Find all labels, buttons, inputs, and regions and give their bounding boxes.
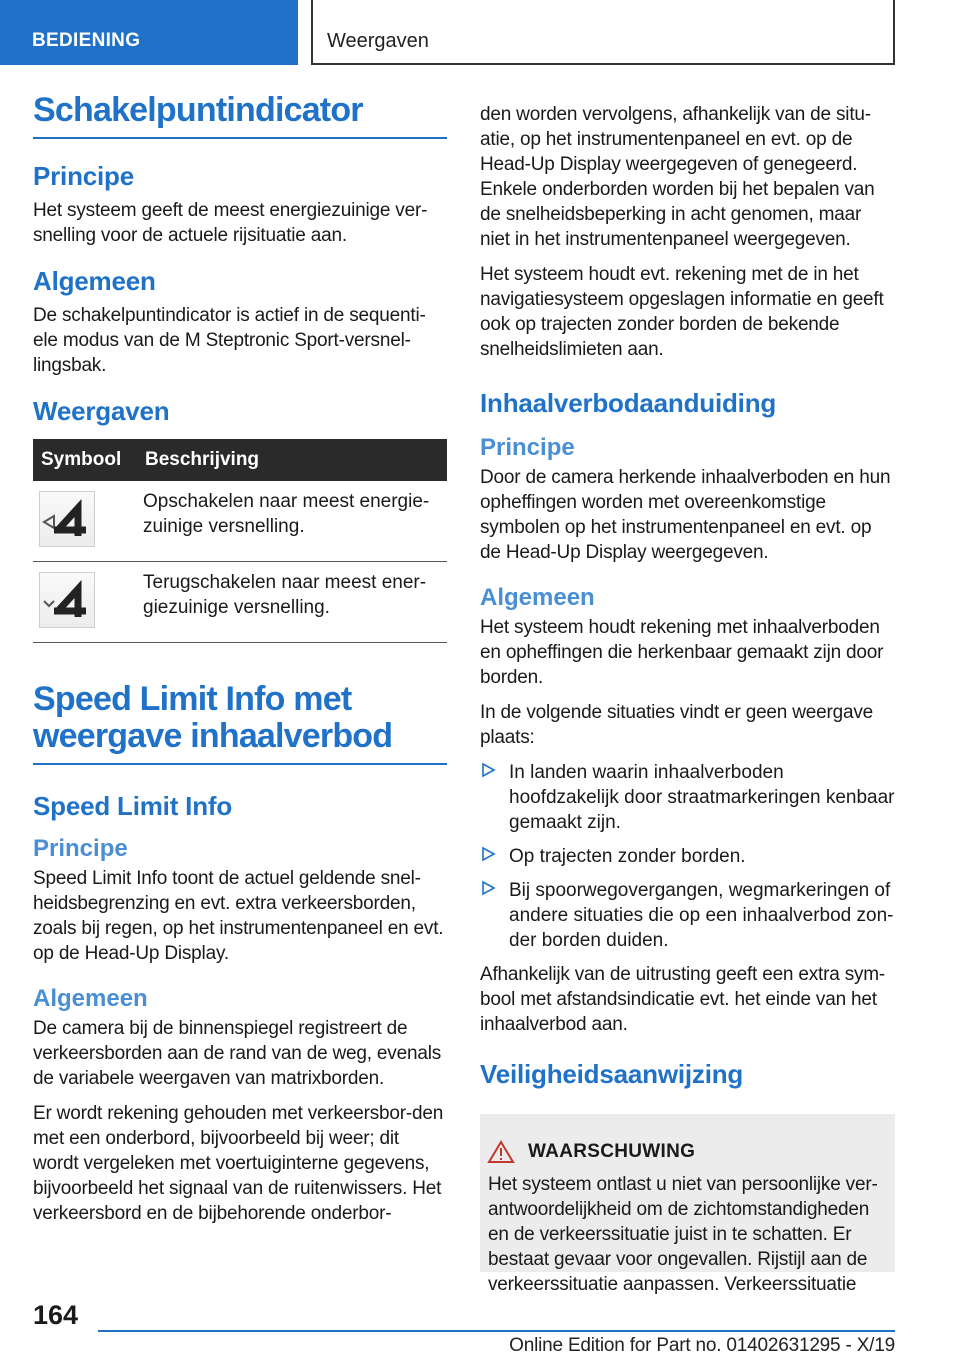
speed-limit-algemeen-text: De camera bij de binnenspiegel registreert de verkeersborden aan de rand van de weg, evenals de variabele weergaven van matrixborden. [33, 1018, 442, 1089]
warning-header [488, 1140, 887, 1164]
section-tab [0, 0, 298, 65]
extra-symbol-text: Afhankelijk van de uitrusting geeft een extra sym-bool met afstandsindicatie evt. het einde van het inhaalverbod aan. [480, 964, 886, 1035]
warning-triangle-icon [488, 1140, 514, 1164]
left-column [33, 92, 447, 1236]
list-item [480, 760, 895, 835]
footer-divider [98, 1330, 895, 1332]
section-heading-schakelpuntindicator: Schakelpuntindicator [33, 92, 447, 139]
table-cell-symbol [33, 562, 137, 643]
table-header-beschrijving: Beschrijving [137, 439, 447, 481]
table-row [33, 562, 447, 643]
inhaal-principe-text: Door de camera herkende inhaalverboden en hun opheffingen worden met overeenkomstige symbolen op het instrumentenpaneel en evt. op de Head-Up Display weergegeven. [480, 467, 891, 563]
chapter-tab [311, 0, 895, 65]
chapter-title: Weergaven [327, 30, 429, 52]
heading-inhaalverbodaanduiding: Inhaalverbodaanduiding [480, 388, 777, 418]
heading-speed-limit-info: Speed Limit Info [33, 791, 233, 821]
speed-limit-principe-text: Speed Limit Info toont de actuel geldende snel-heidsbegrenzing en evt. extra verkeersborden, zoals bij regen, op het instrumentenpaneel en evt. op de Head-Up Display. [33, 868, 444, 964]
list-item [480, 878, 895, 953]
table-cell-description: Terugschakelen naar meest ener-giezuinige versnelling. [137, 562, 447, 643]
heading-algemeen: Algemeen [33, 266, 156, 296]
heading-veiligheidsaanwijzing: Veiligheidsaanwijzing [480, 1059, 744, 1089]
heading-weergaven: Weergaven [33, 396, 170, 426]
warning-box [480, 1114, 895, 1295]
list-item-text: Bij spoorwegovergangen, wegmarkeringen of andere situaties die op een inhaalverbod zon-der borden duiden. [509, 880, 894, 951]
right-column [480, 102, 895, 1295]
section-title: BEDIENING [32, 30, 141, 51]
heading-principe: Principe [480, 434, 575, 461]
inhaal-algemeen-text: Het systeem houdt rekening met inhaalverboden en opheffingen die herkenbaar gemaakt zijn door borden. [480, 617, 884, 688]
list-item-text: In landen waarin inhaalverboden hoofdzakelijk door straatmarkeringen kenbaar gemaakt zijn. [509, 762, 895, 833]
heading-algemeen: Algemeen [480, 584, 595, 611]
triangle-bullet-icon [481, 763, 495, 777]
list-item [480, 844, 895, 869]
algemeen-text: De schakelpuntindicator is actief in de sequenti-ele modus van de M Steptronic Sport-versnel-lingsbak. [33, 305, 426, 376]
symbol-table [33, 439, 447, 643]
heading-principe: Principe [33, 161, 134, 191]
list-item-text: Op trajecten zonder borden. [509, 846, 746, 867]
gear-upshift-4-icon [39, 491, 95, 547]
triangle-bullet-icon [481, 847, 495, 861]
heading-principe: Principe [33, 835, 128, 862]
table-header-symbool: Symbool [33, 439, 137, 481]
situation-list [480, 760, 895, 953]
gear-downshift-4-icon [39, 572, 95, 628]
warning-text: Het systeem ontlast u niet van persoonlijke ver-antwoordelijkheid om de zichtomstandigheden en de verkeerssituatie juist in te schatten. Er bestaat gevaar voor ongevallen. Rijstijl aan de verkeerssituatie aanpassen. Verkeerssituatie [488, 1174, 878, 1295]
continued-text: den worden vervolgens, afhankelijk van de situ-atie, op het instrumentenpaneel en evt. op de Head-Up Display weergegeven of genegeerd. Enkele onderborden worden bij het bepalen van de snelheidsbeperking in acht genomen, maar niet in het instrumentenpaneel weergegeven. [480, 104, 875, 250]
navigation-text: Het systeem houdt evt. rekening met de in het navigatiesysteem opgeslagen informatie en geeft ook op trajecten zonder borden de bekende snelheidslimieten aan. [480, 264, 884, 360]
warning-title: WAARSCHUWING [528, 1141, 696, 1162]
speed-limit-algemeen-text-2: Er wordt rekening gehouden met verkeersbor-den met een onderbord, bijvoorbeeld bij weer; dit wordt vergeleken met voertuiginterne gegevens, bijvoorbeeld het signaal van de ruitenwissers. Het verkeersbord en de bijbehorende onderbor- [33, 1103, 444, 1224]
table-header-row [33, 439, 447, 481]
section-heading-speed-limit-info: Speed Limit Info met weergave inhaalverbod [33, 681, 447, 765]
inhaal-algemeen-text-2: In de volgende situaties vindt er geen weergave plaats: [480, 702, 874, 748]
triangle-bullet-icon [481, 881, 495, 895]
footer-edition: Online Edition for Part no. 01402631295 - X/19 [509, 1335, 895, 1356]
table-row [33, 481, 447, 562]
table-cell-description: Opschakelen naar meest energie-zuinige versnelling. [137, 481, 447, 562]
page-number: 164 [33, 1300, 79, 1330]
principe-text: Het systeem geeft de meest energiezuinige ver-snelling voor de actuele rijsituatie aan. [33, 200, 428, 246]
heading-algemeen: Algemeen [33, 985, 148, 1012]
table-cell-symbol [33, 481, 137, 562]
